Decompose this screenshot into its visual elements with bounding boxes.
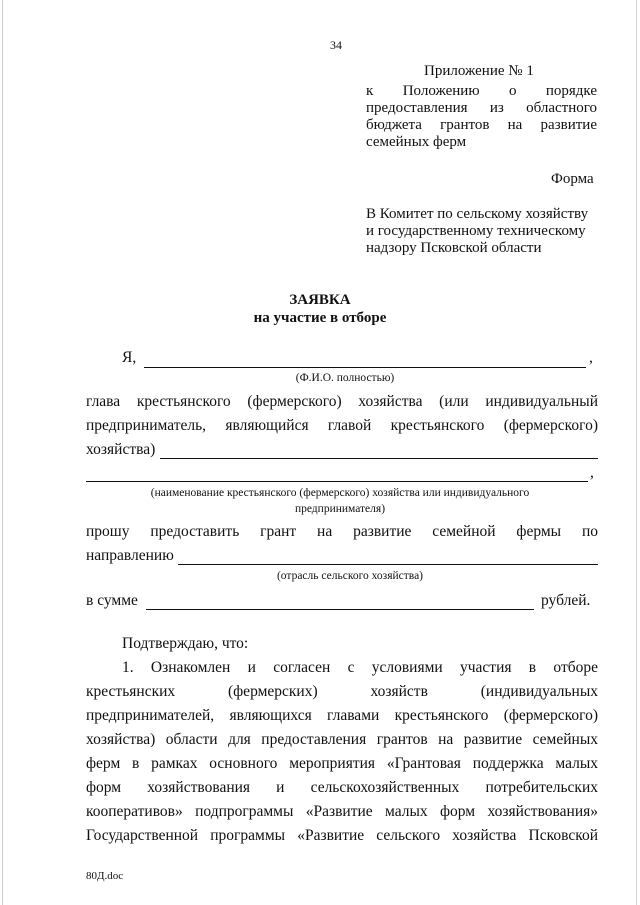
document-title: ЗАЯВКА <box>289 292 351 308</box>
confirm-line: форм хозяйствования и сельскохозяйственных потребительских <box>86 779 598 796</box>
document-subtitle: на участие в отборе <box>253 310 387 326</box>
fio-input-line[interactable] <box>144 367 586 368</box>
appendix-title: Приложение № 1 <box>424 63 534 79</box>
page-number: 34 <box>330 38 342 52</box>
sum-label: в сумме <box>86 592 138 609</box>
direction-hint: (отрасль сельского хозяйства) <box>276 570 424 582</box>
head-line-2: предприниматель, являющийся главой крестьянского (фермерского) <box>86 417 598 434</box>
appendix-line: предоставления из областного <box>366 100 597 116</box>
addressee-line: надзору Псковской области <box>366 240 542 256</box>
form-label: Форма <box>551 171 594 187</box>
confirm-line: кооперативов» подпрограммы «Развитие малых форм хозяйствования» <box>86 803 598 820</box>
fio-hint: (Ф.И.О. полностью) <box>295 372 395 384</box>
confirm-line: Государственной программы «Развитие сельского хозяйства Псковской <box>86 827 598 844</box>
confirm-line: хозяйства) области для предоставления грантов на развитие семейных <box>86 731 598 748</box>
confirm-intro: Подтверждаю, что: <box>122 635 249 652</box>
farm-hint-1: (наименование крестьянского (фермерского) хозяйства или индивидуального <box>150 487 530 499</box>
direction-label: направлению <box>86 547 174 564</box>
addressee-line: В Комитет по сельскому хозяйству <box>366 206 589 222</box>
appendix-line: к Положению о порядке <box>366 83 597 99</box>
footer-filename: 80Д.doc <box>86 870 124 882</box>
direction-input-line[interactable] <box>178 564 598 565</box>
farm-hint-2: предпринимателя) <box>294 503 386 515</box>
head-line-3: хозяйства) <box>86 441 156 458</box>
farm-input-line-2[interactable] <box>86 481 588 482</box>
fio-end-comma: , <box>589 349 593 366</box>
confirm-line: ферм в рамках основного мероприятия «Грантовая поддержка малых <box>86 755 598 772</box>
appendix-line: семейных ферм <box>366 134 467 150</box>
sum-input-line[interactable] <box>146 609 534 610</box>
scan-edge-right <box>636 0 637 905</box>
confirm-line: 1. Ознакомлен и согласен с условиями участия в отборе <box>122 659 598 676</box>
appendix-line: бюджета грантов на развитие <box>366 117 597 133</box>
ya-label: Я, <box>122 349 137 366</box>
confirm-line: крестьянских (фермерских) хозяйств (индивидуальных <box>86 683 598 700</box>
confirm-line: предпринимателей, являющихся главами крестьянского (фермерского) <box>86 707 598 724</box>
head-line-1: глава крестьянского (фермерского) хозяйства (или индивидуальный <box>86 393 598 410</box>
addressee-line: и государственному техническому <box>366 223 586 239</box>
request-line: прошу предоставить грант на развитие семейной фермы по <box>86 523 598 540</box>
appendix-text <box>366 83 597 151</box>
farm-input-line-1[interactable] <box>160 458 598 459</box>
farm-end-comma: , <box>590 464 594 481</box>
scan-edge-left <box>2 0 3 905</box>
addressee <box>366 206 598 257</box>
sum-unit: рублей. <box>541 592 591 609</box>
